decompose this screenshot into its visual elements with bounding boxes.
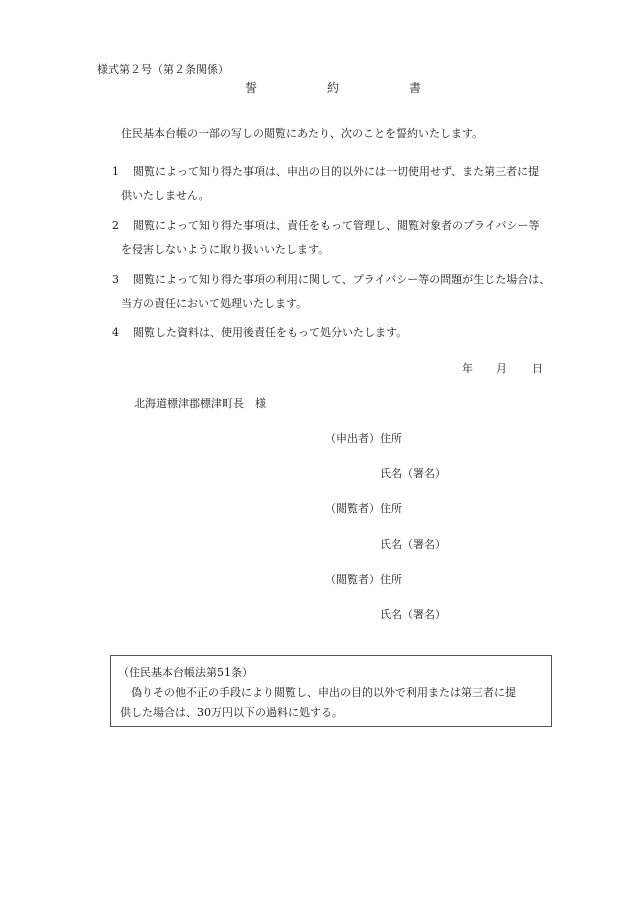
item-number: 1 (112, 165, 119, 178)
applicant-name-label: 氏名（署名） (380, 467, 446, 480)
pledge-item-2 (112, 214, 582, 262)
viewer2-address-label: 住所 (380, 573, 402, 586)
viewer1-role: （閲覧者） (325, 502, 380, 515)
item-line: 閲覧によって知り得た事項の利用に関して、プライバシー等の問題が生じた場合は、 (133, 273, 551, 286)
applicant-role: （申出者） (325, 432, 380, 445)
item-line: 閲覧によって知り得た事項は、責任をもって管理し、閲覧対象者のプライバシー等 (133, 219, 540, 232)
item-line: 閲覧によって知り得た事項は、申出の目的以外には一切使用せず、また第三者に提 (133, 165, 540, 178)
title-char-3: 書 (409, 81, 422, 95)
addressee: 北海道標津郡標津町長 様 (134, 397, 266, 410)
item-number: 3 (112, 273, 119, 286)
item-line: 閲覧した資料は、使用後責任をもって処分いたします。 (133, 326, 408, 339)
item-line: 当方の責任において処理いたします。 (121, 297, 308, 310)
date-day: 日 (532, 362, 543, 375)
viewer2-role: （閲覧者） (325, 573, 380, 586)
viewer1-name-label: 氏名（署名） (380, 538, 446, 551)
viewer1-address-label: 住所 (380, 502, 402, 515)
note-heading: （住民基本台帳法第51条） (118, 666, 253, 679)
note-line-2: 供した場合は、30万円以下の過料に処する。 (120, 706, 343, 719)
title-char-2: 約 (327, 81, 340, 95)
pledge-item-4 (112, 321, 582, 345)
form-label: 様式第２号（第２条関係） (97, 63, 229, 76)
date-month: 月 (496, 362, 507, 375)
date-year: 年 (462, 362, 473, 375)
item-number: 2 (112, 219, 119, 232)
item-line: 供いたしません。 (121, 189, 210, 202)
pledge-item-1 (112, 160, 582, 208)
viewer2-name-label: 氏名（署名） (380, 608, 446, 621)
pledge-item-3 (112, 268, 582, 316)
applicant-address-label: 住所 (380, 432, 402, 445)
item-number: 4 (112, 326, 119, 339)
item-line: を侵害しないように取り扱いいたします。 (121, 243, 330, 256)
title-char-1: 誓 (245, 81, 258, 95)
intro-text: 住民基本台帳の一部の写しの閲覧にあたり、次のことを誓約いたします。 (121, 127, 484, 140)
note-line-1: 偽りその他不正の手段により閲覧し、申出の目的以外で利用または第三者に提 (131, 686, 516, 699)
